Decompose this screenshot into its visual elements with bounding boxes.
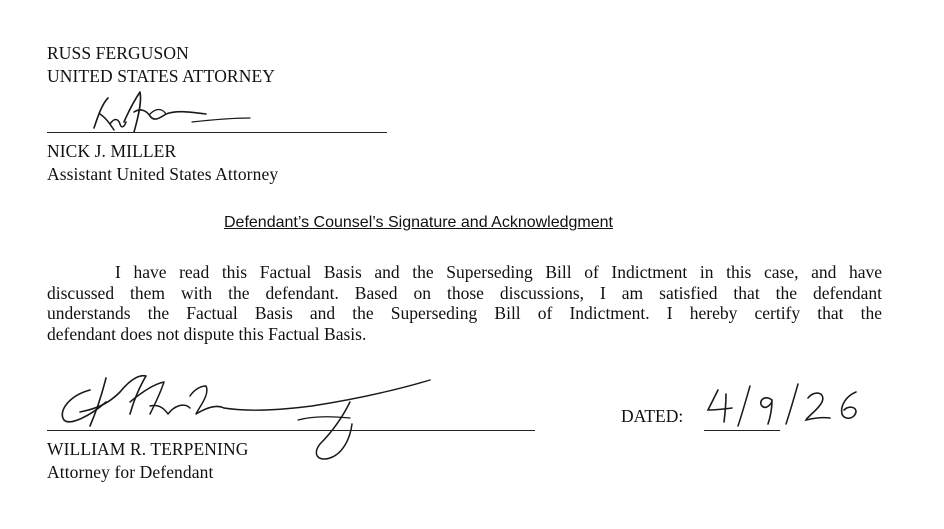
- ausa-name: NICK J. MILLER: [47, 141, 177, 161]
- acknowledgment-line-4: defendant does not dispute this Factual Basis.: [47, 323, 367, 344]
- us-attorney-title: UNITED STATES ATTORNEY: [47, 66, 275, 86]
- ausa-signature-line: [47, 132, 387, 133]
- handwritten-date: [704, 380, 874, 430]
- acknowledgment-line-2: discussed them with the defendant. Based on those discussions, I am satisfied that the defendant: [47, 282, 882, 303]
- defense-signature-line: [47, 430, 535, 431]
- section-heading: Defendant’s Counsel’s Signature and Acknowledgment: [224, 214, 613, 231]
- ausa-title: Assistant United States Attorney: [47, 164, 279, 184]
- defense-counsel-name: WILLIAM R. TERPENING: [47, 439, 249, 459]
- defense-counsel-title: Attorney for Defendant: [47, 462, 214, 482]
- dated-label: DATED:: [621, 406, 684, 426]
- us-attorney-name: RUSS FERGUSON: [47, 43, 189, 63]
- acknowledgment-line-3: understands the Factual Basis and the Superseding Bill of Indictment. I hereby certify that the: [47, 303, 882, 323]
- acknowledgment-paragraph: [47, 262, 882, 344]
- dated-line: [704, 430, 780, 431]
- acknowledgment-line-1: I have read this Factual Basis and the Superseding Bill of Indictment in this case, and have: [115, 262, 882, 282]
